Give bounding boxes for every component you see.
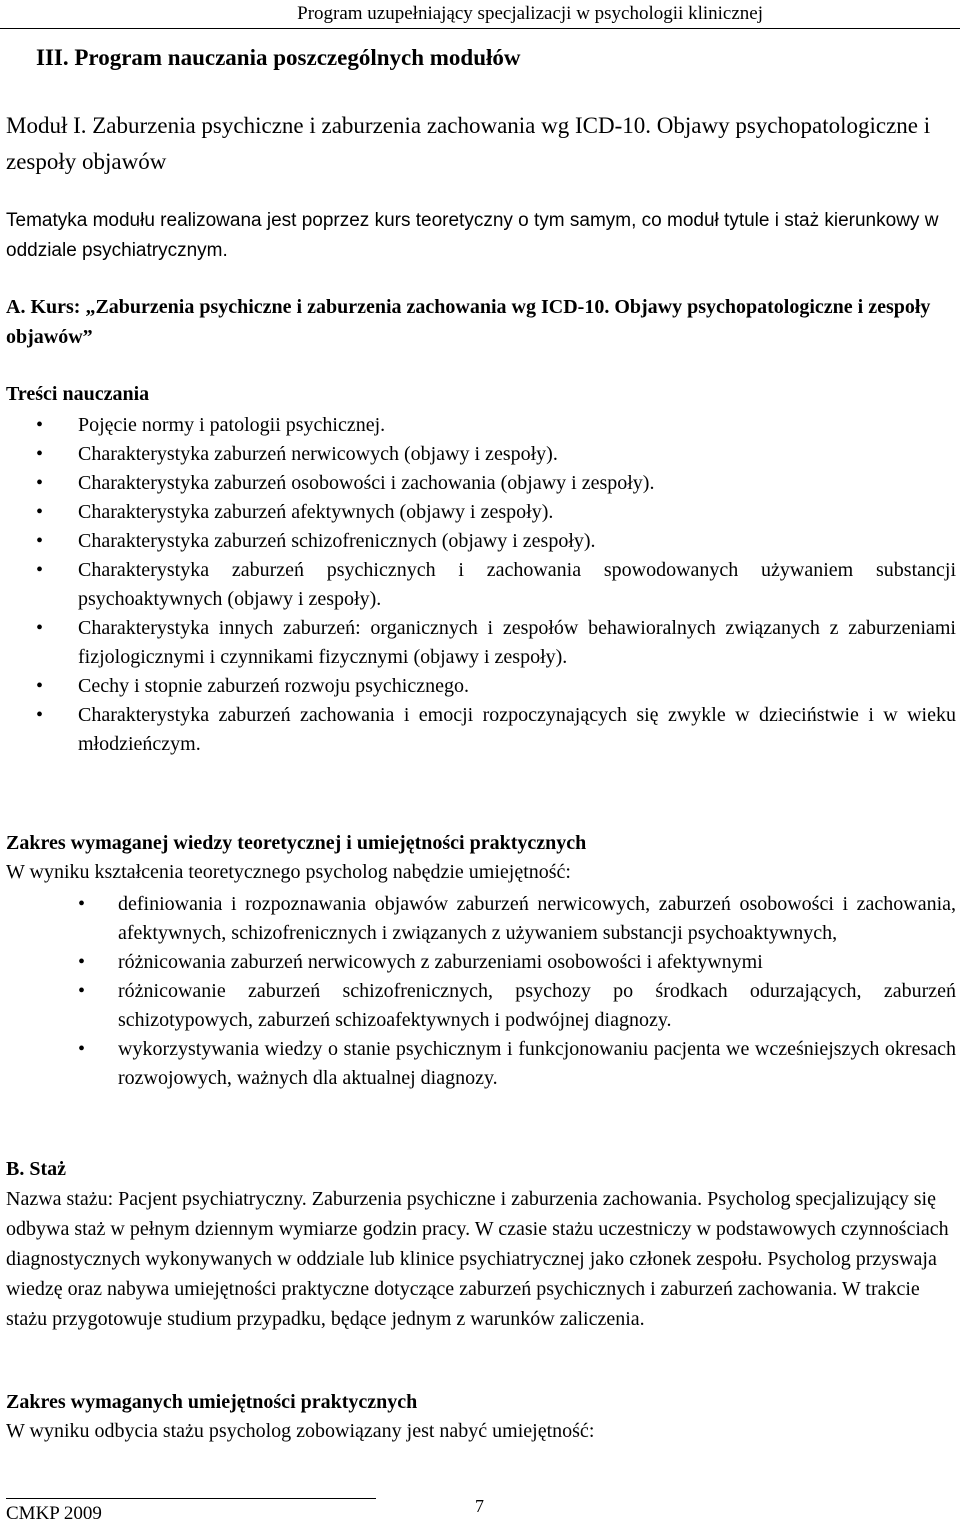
list-item: • definiowania i rozpoznawania objawów zaburzeń nerwicowych, zaburzeń osobowości i zachowania, afektywnych, schizofrenicznych i związanych z używaniem substancji psychoaktywnych, [6,890,956,948]
header-rule [0,28,960,29]
list-item: • Charakterystyka zaburzeń zachowania i emocji rozpoczynających się zwykle w dzieciństwie i w wieku młodzieńczym. [6,701,956,759]
bullet: • [78,980,86,1002]
list-item: • Pojęcie normy i patologii psychicznej. [6,411,956,440]
bullet: • [36,704,44,726]
list-item: • Charakterystyka innych zaburzeń: organicznych i zespołów behawioralnych związanych z zaburzeniami fizjologicznymi i czynnikami fizycznymi (objawy i zespoły). [6,614,956,672]
course-heading: A. Kurs: „Zaburzenia psychiczne i zaburzenia zachowania wg ICD-10. Objawy psychopatologiczne i zespoły objawów” [6,296,931,348]
list-item: • różnicowanie zaburzeń schizofrenicznych, psychozy po środkach odurzających, zaburzeń schizotypowych, zaburzeń schizoafektywnych i podwójnej diagnozy. [6,977,956,1035]
bullet: • [78,1038,86,1060]
internship-text: Nazwa stażu: Pacjent psychiatryczny. Zaburzenia psychiczne i zaburzenia zachowania. Psycholog specjalizujący się odbywa staż w pełnym dziennym wymiarze godzin pracy. W czasie stażu uczestniczy w podstawowych czynnościach diagnostycznych wykonywanych w oddziale lub klinice psychiatrycznej jako członek zespołu. Psycholog przyswaja wiedzę oraz nabywa umiejętności praktyczne dotyczące zaburzeń psychicznych i zaburzeń zachowania. W trakcie stażu przygotowuje studium przypadku, będące jednym z warunków zaliczenia. [6,1188,949,1330]
bullet: • [36,472,44,494]
list-item: • wykorzystywania wiedzy o stanie psychicznym i funkcjonowaniu pacjenta we wcześniejszych okresach rozwojowych, ważnych dla aktualnej diagnozy. [6,1035,956,1093]
content-heading: Treści nauczania [6,383,150,405]
module-intro: Tematyka modułu realizowana jest poprzez kurs teoretyczny o tym samym, co moduł tytule i staż kierunkowy w oddziale psychiatrycznym. [6,210,939,261]
knowledge-lead: W wyniku kształcenia teoretycznego psycholog nabędzie umiejętność: [6,861,571,883]
bullet: • [36,530,44,552]
knowledge-heading: Zakres wymaganej wiedzy teoretycznej i umiejętności praktycznych [6,832,587,854]
knowledge-skills-list [6,890,956,1093]
skills-lead: W wyniku odbycia stażu psycholog zobowiązany jest nabyć umiejętność: [6,1420,595,1442]
bullet: • [78,951,86,973]
footer-label: CMKP 2009 [6,1503,102,1524]
internship-heading: B. Staż [6,1158,66,1180]
skills-heading: Zakres wymaganych umiejętności praktycznych [6,1391,418,1413]
bullet: • [36,501,44,523]
bullet: • [36,443,44,465]
list-item: • Charakterystyka zaburzeń nerwicowych (objawy i zespoły). [6,440,956,469]
section-title: III. Program nauczania poszczególnych modułów [36,45,521,70]
bullet: • [36,675,44,697]
list-item: • Charakterystyka zaburzeń afektywnych (objawy i zespoły). [6,498,956,527]
course-topics-list [6,411,956,759]
footer-rule [6,1498,376,1499]
bullet: • [36,414,44,436]
list-item: • różnicowania zaburzeń nerwicowych z zaburzeniami osobowości i afektywnymi [6,948,956,977]
module-title: Moduł I. Zaburzenia psychiczne i zaburzenia zachowania wg ICD-10. Objawy psychopatologiczne i zespoły objawów [6,113,931,174]
bullet: • [36,559,44,581]
list-item: • Cechy i stopnie zaburzeń rozwoju psychicznego. [6,672,956,701]
bullet: • [78,893,86,915]
list-item: • Charakterystyka zaburzeń schizofrenicznych (objawy i zespoły). [6,527,956,556]
list-item: • Charakterystyka zaburzeń osobowości i zachowania (objawy i zespoły). [6,469,956,498]
page-number: 7 [475,1496,484,1516]
bullet: • [36,617,44,639]
list-item: • Charakterystyka zaburzeń psychicznych i zachowania spowodowanych używaniem substancji psychoaktywnych (objawy i zespoły). [6,556,956,614]
running-header: Program uzupełniający specjalizacji w psychologii klinicznej [297,3,763,24]
